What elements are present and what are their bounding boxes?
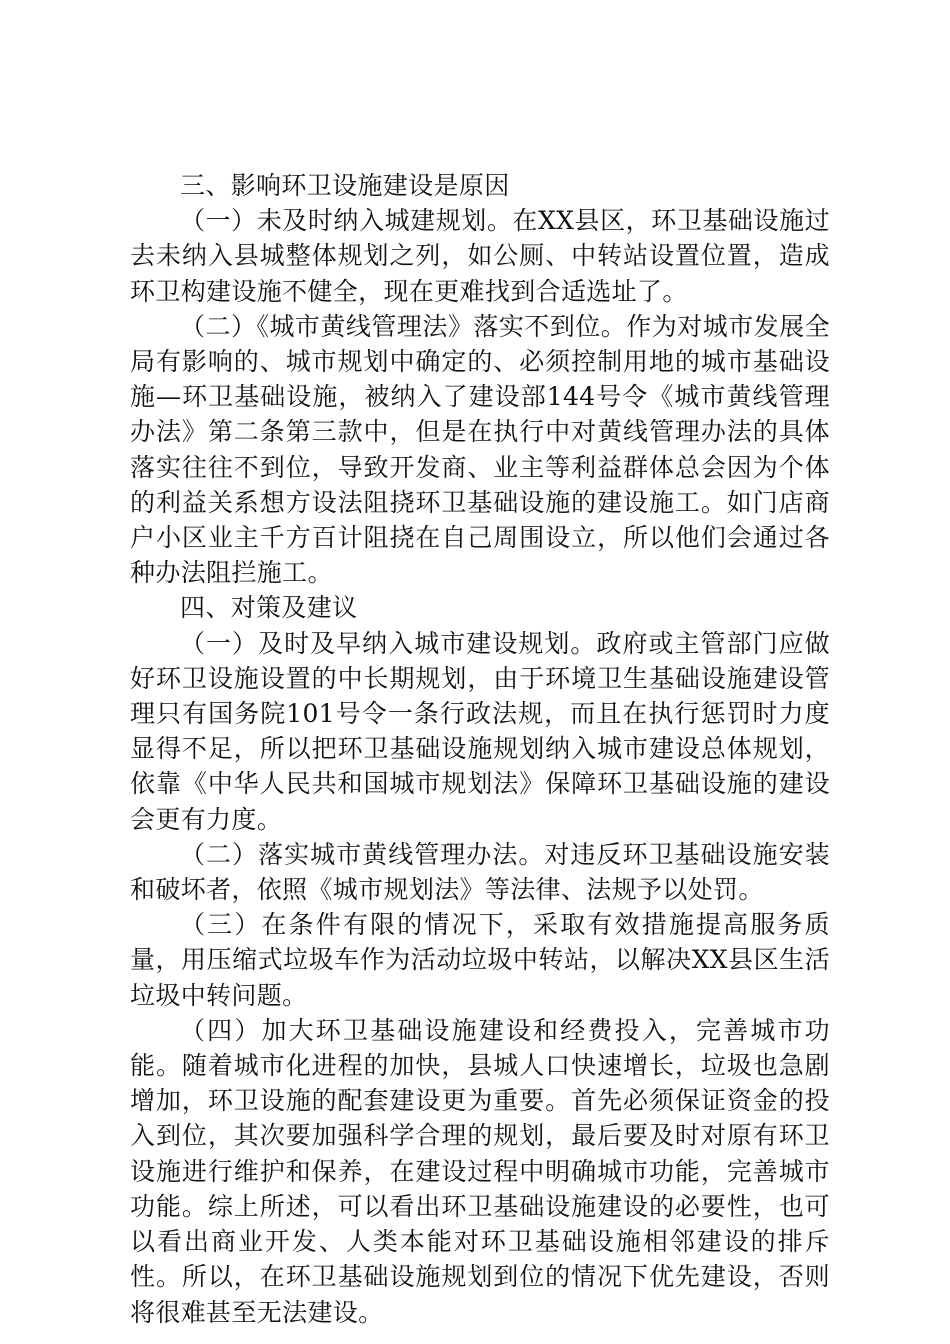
- paragraph-4-2: （二）落实城市黄线管理办法。对违反环卫基础设施安装和破坏者，依照《城市规划法》等法律、法规予以处罚。: [130, 839, 830, 905]
- paragraph-3-1: （一）未及时纳入城建规划。在XX县区，环卫基础设施过去未纳入县城整体规划之列，如公厕、中转站设置位置，造成环卫构建设施不健全，现在更难找到合适选址了。: [130, 206, 830, 306]
- paragraph-4-1: （一）及时及早纳入城市建设规划。政府或主管部门应做好环卫设施设置的中长期规划，由于环境卫生基础设施建设管理只有国务院101号令一条行政法规，而且在执行惩罚时力度显得不足，所以把环卫基础设施规划纳入城市建设总体规划，依靠《中华人民共和国城市规划法》保障环卫基础设施的建设会更有力度。: [130, 628, 830, 834]
- paragraph-3-2: （二）《城市黄线管理法》落实不到位。作为对城市发展全局有影响的、城市规划中确定的、必须控制用地的城市基础设施—环卫基础设施，被纳入了建设部144号令《城市黄线管理办法》第二条第三款中，但是在执行中对黄线管理办法的具体落实往往不到位，导致开发商、业主等利益群体总会因为个体的利益关系想方设法阻挠环卫基础设施的建设施工。如门店商户小区业主千方百计阻挠在自己周围设立，所以他们会通过各种办法阻拦施工。: [130, 311, 830, 588]
- paragraph-4-3: （三）在条件有限的情况下，采取有效措施提高服务质量，用压缩式垃圾车作为活动垃圾中转站，以解决XX县区生活垃圾中转问题。: [130, 910, 830, 1010]
- section-heading-4: 四、对策及建议: [180, 593, 358, 623]
- paragraph-4-4: （四）加大环卫基础设施建设和经费投入，完善城市功能。随着城市化进程的加快，县城人口快速增长，垃圾也急剧增加，环卫设施的配套建设更为重要。首先必须保证资金的投入到位，其次要加强科学合理的规划，最后要及时对原有环卫设施进行维护和保养，在建设过程中明确城市功能，完善城市功能。综上所述，可以看出环卫基础设施建设的必要性，也可以看出商业开发、人类本能对环卫基础设施相邻建设的排斥性。所以，在环卫基础设施规划到位的情况下优先建设，否则将很难甚至无法建设。: [130, 1015, 830, 1327]
- section-heading-3: 三、影响环卫设施建设是原因: [180, 171, 510, 200]
- document-body: [130, 168, 830, 1330]
